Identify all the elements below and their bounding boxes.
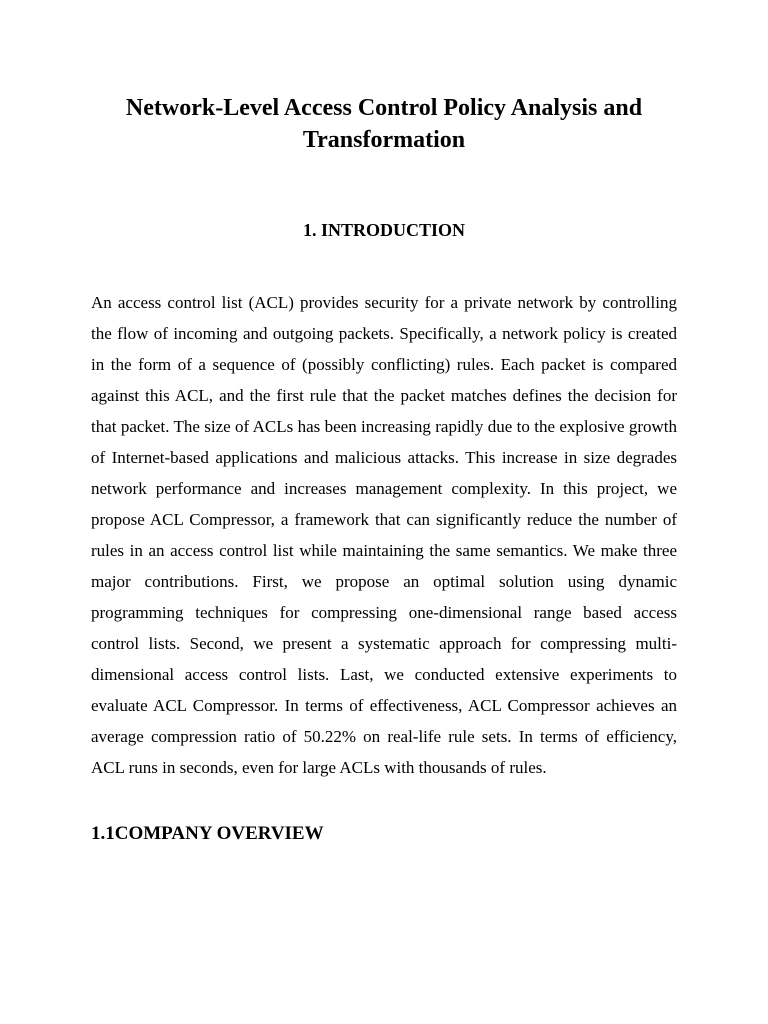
document-title: Network-Level Access Control Policy Analysis and Transformation [125,95,643,153]
section-heading-introduction: 1. INTRODUCTION [302,220,466,240]
subsection-heading-company-overview: 1.1COMPANY OVERVIEW [91,823,324,844]
introduction-paragraph: An access control list (ACL) provides security for a private network by controlling the flow of incoming and outgoing packets. Specifically, a network policy is created in the form of a sequence of (possibly conflicting) rules. Each packet is compared against this ACL, and the first rule that the packet matches defines the decision for that packet. The size of ACLs has been increasing rapidly due to the explosive growth of Internet-based applications and malicious attacks. This increase in size degrades network performance and increases management complexity. In this project, we propose ACL Compressor, a framework that can significantly reduce the number of rules in an access control list while maintaining the same semantics. We make three major contributions. First, we propose an optimal solution using dynamic programming techniques for compressing one-dimensional range based access control lists. Second, we present a systematic approach for compressing multi-dimensional access control lists. Last, we conducted extensive experiments to evaluate ACL Compressor. In terms of effectiveness, ACL Compressor achieves an average compression ratio of 50.22% on real-life rule sets. In terms of efficiency, ACL runs in seconds, even for large ACLs with thousands of rules. [91,293,677,777]
